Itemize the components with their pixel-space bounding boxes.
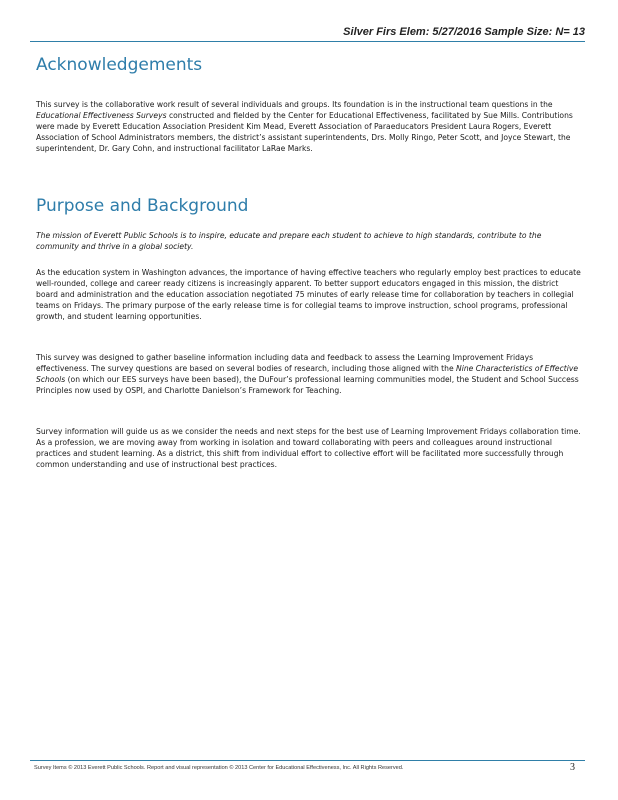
footer-divider: [30, 760, 585, 761]
purpose-paragraph-2-start: This survey was designed to gather baseline information including data and feedback to assess the Learning Improvement Fridays effectiveness. The survey questions are based on several bodies of research, including those aligned with the: [36, 353, 534, 373]
acknowledgements-heading: Acknowledgements: [36, 55, 203, 75]
mission-statement: The mission of Everett Public Schools is to inspire, educate and prepare each student to achieve to high standards, contribute to the community and thrive in a global society.: [36, 231, 542, 251]
acknowledgements-text-end: constructed and fielded by the Center for Educational Effectiveness, facilitated by Sue Mills. Contributions were made by Everett Education Association President Kim Mead, Everett Association of Paraeducators President Laura Rogers, Everett Association of School Administrators members, the district’s assistant superintendents, Drs. Molly Ringo, Peter Scott, and Joyce Stewart, the superintendent, Dr. Gary Cohn, and instructional facilitator LaRae Marks.: [36, 111, 573, 153]
page-number: 3: [570, 762, 575, 773]
acknowledgements-paragraph: [36, 99, 581, 154]
purpose-paragraph-2-end: (on which our EES surveys have been based), the DuFour’s professional learning communities model, the Student and School Success Principles now used by OSPI, and Charlotte Danielson’s Framework for Teaching.: [36, 375, 579, 395]
purpose-heading: Purpose and Background: [36, 196, 249, 216]
purpose-paragraph-1: As the education system in Washington advances, the importance of having effective teachers who regularly employ best practices to educate well-rounded, college and career ready citizens is increasingly apparent. To better support educators engaged in this mission, the district board and administration and the education association negotiated 75 minutes of early release time for collaboration by teachers in collegial teams on Fridays. The primary purpose of the early release time is for collegial teams to improve instruction, school programs, professional growth, and student learning opportunities.: [36, 268, 581, 321]
purpose-paragraph-2: [36, 352, 581, 396]
report-header: Silver Firs Elem: 5/27/2016 Sample Size: N= 13: [343, 26, 585, 38]
footer-copyright: Survey Items © 2013 Everett Public Schools. Report and visual representation © 2013 Center for Educational Effectiveness, Inc. All Rights Reserved.: [34, 765, 404, 771]
purpose-paragraph-3: Survey information will guide us as we consider the needs and next steps for the best use of Learning Improvement Fridays collaboration time. As a profession, we are moving away from working in isolation and toward collaborating with peers and colleagues around instructional practices and student learning. As a district, this shift from individual effort to collective effort will be facilitated more successfully through common understanding and use of instructional best practices.: [36, 427, 581, 469]
acknowledgements-text-start: This survey is the collaborative work result of several individuals and groups. Its foundation is in the instructional team questions in the: [36, 100, 553, 109]
header-divider: [30, 41, 585, 42]
nine-characteristics-italic: Nine Characteristics of Effective Schools: [36, 364, 579, 384]
survey-name-italic: Educational Effectiveness Surveys: [36, 111, 167, 120]
